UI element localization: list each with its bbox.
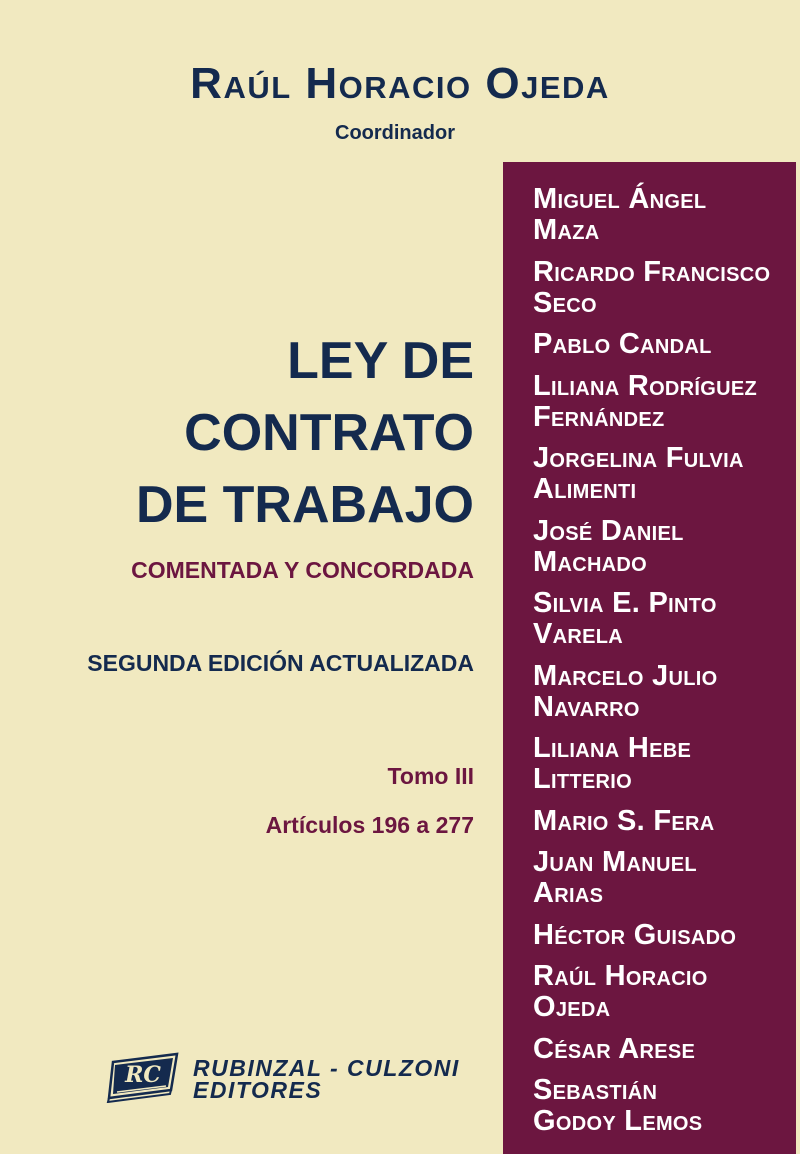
author-entry — [533, 516, 796, 578]
publisher-logo-icon — [105, 1048, 185, 1103]
author-line: Ojeda — [533, 991, 611, 1023]
author-entry — [533, 1034, 796, 1065]
author-entry — [533, 661, 796, 723]
author-line: Pablo Candal — [533, 328, 712, 360]
publisher-name — [193, 1057, 460, 1101]
author-line: Ricardo Francisco — [533, 255, 771, 288]
author-entry — [533, 806, 796, 837]
author-line: Navarro — [533, 690, 640, 723]
author-entry — [533, 961, 796, 1023]
author-line: Mario S. Fera — [533, 804, 715, 837]
volume-label: Tomo III — [387, 763, 474, 789]
author-entry — [533, 184, 796, 246]
title-line-2: CONTRATO — [184, 404, 474, 462]
author-line: Jorgelina Fulvia — [533, 442, 744, 474]
book-subtitle: COMENTADA Y CONCORDADA — [131, 557, 474, 583]
author-entry — [533, 588, 796, 650]
edition-label: SEGUNDA EDICIÓN ACTUALIZADA — [87, 650, 474, 676]
author-entry — [533, 847, 796, 909]
book-title — [136, 325, 474, 541]
author-line: Héctor Guisado — [533, 918, 737, 951]
author-line: Machado — [533, 545, 648, 578]
author-line: Varela — [533, 618, 624, 650]
author-entry — [533, 733, 796, 795]
publisher-block — [105, 1048, 485, 1108]
author-line: Sebastián — [533, 1074, 658, 1106]
author-entry — [533, 329, 796, 360]
author-line: Godoy Lemos — [533, 1105, 703, 1137]
title-line-1: LEY DE — [287, 332, 474, 390]
author-line: Arias — [533, 877, 604, 909]
author-line: Juan Manuel — [533, 846, 697, 878]
author-line: César Arese — [533, 1032, 696, 1065]
author-line: Liliana Rodríguez — [533, 369, 758, 402]
author-line: Alimenti — [533, 473, 637, 505]
title-line-3: DE TRABAJO — [135, 476, 474, 534]
author-line: Marcelo Julio — [533, 659, 718, 692]
author-line: Raúl Horacio — [533, 960, 708, 992]
author-entry — [533, 920, 796, 951]
author-line: José Daniel — [533, 514, 684, 547]
publisher-line-2: EDITORES — [193, 1077, 323, 1103]
author-entry — [533, 371, 796, 433]
author-line: Litterio — [533, 763, 633, 795]
coordinator-role: Coordinador — [335, 122, 455, 144]
author-line: Silvia E. Pinto — [533, 587, 717, 619]
author-line: Miguel Ángel — [533, 183, 707, 215]
authors-panel — [503, 162, 796, 1154]
publisher-logo-text: RC — [125, 1062, 161, 1088]
publisher-line-1: RUBINZAL - CULZONI — [193, 1055, 460, 1081]
author-line: Maza — [533, 214, 600, 246]
author-line: Seco — [533, 286, 597, 319]
coordinator-name: Raúl Horacio Ojeda — [190, 59, 610, 108]
author-entry — [533, 257, 796, 319]
author-entry — [533, 1075, 796, 1137]
articles-range: Artículos 196 a 277 — [265, 812, 474, 838]
author-line: Liliana Hebe — [533, 732, 692, 764]
author-entry — [533, 443, 796, 505]
author-line: Fernández — [533, 400, 665, 433]
